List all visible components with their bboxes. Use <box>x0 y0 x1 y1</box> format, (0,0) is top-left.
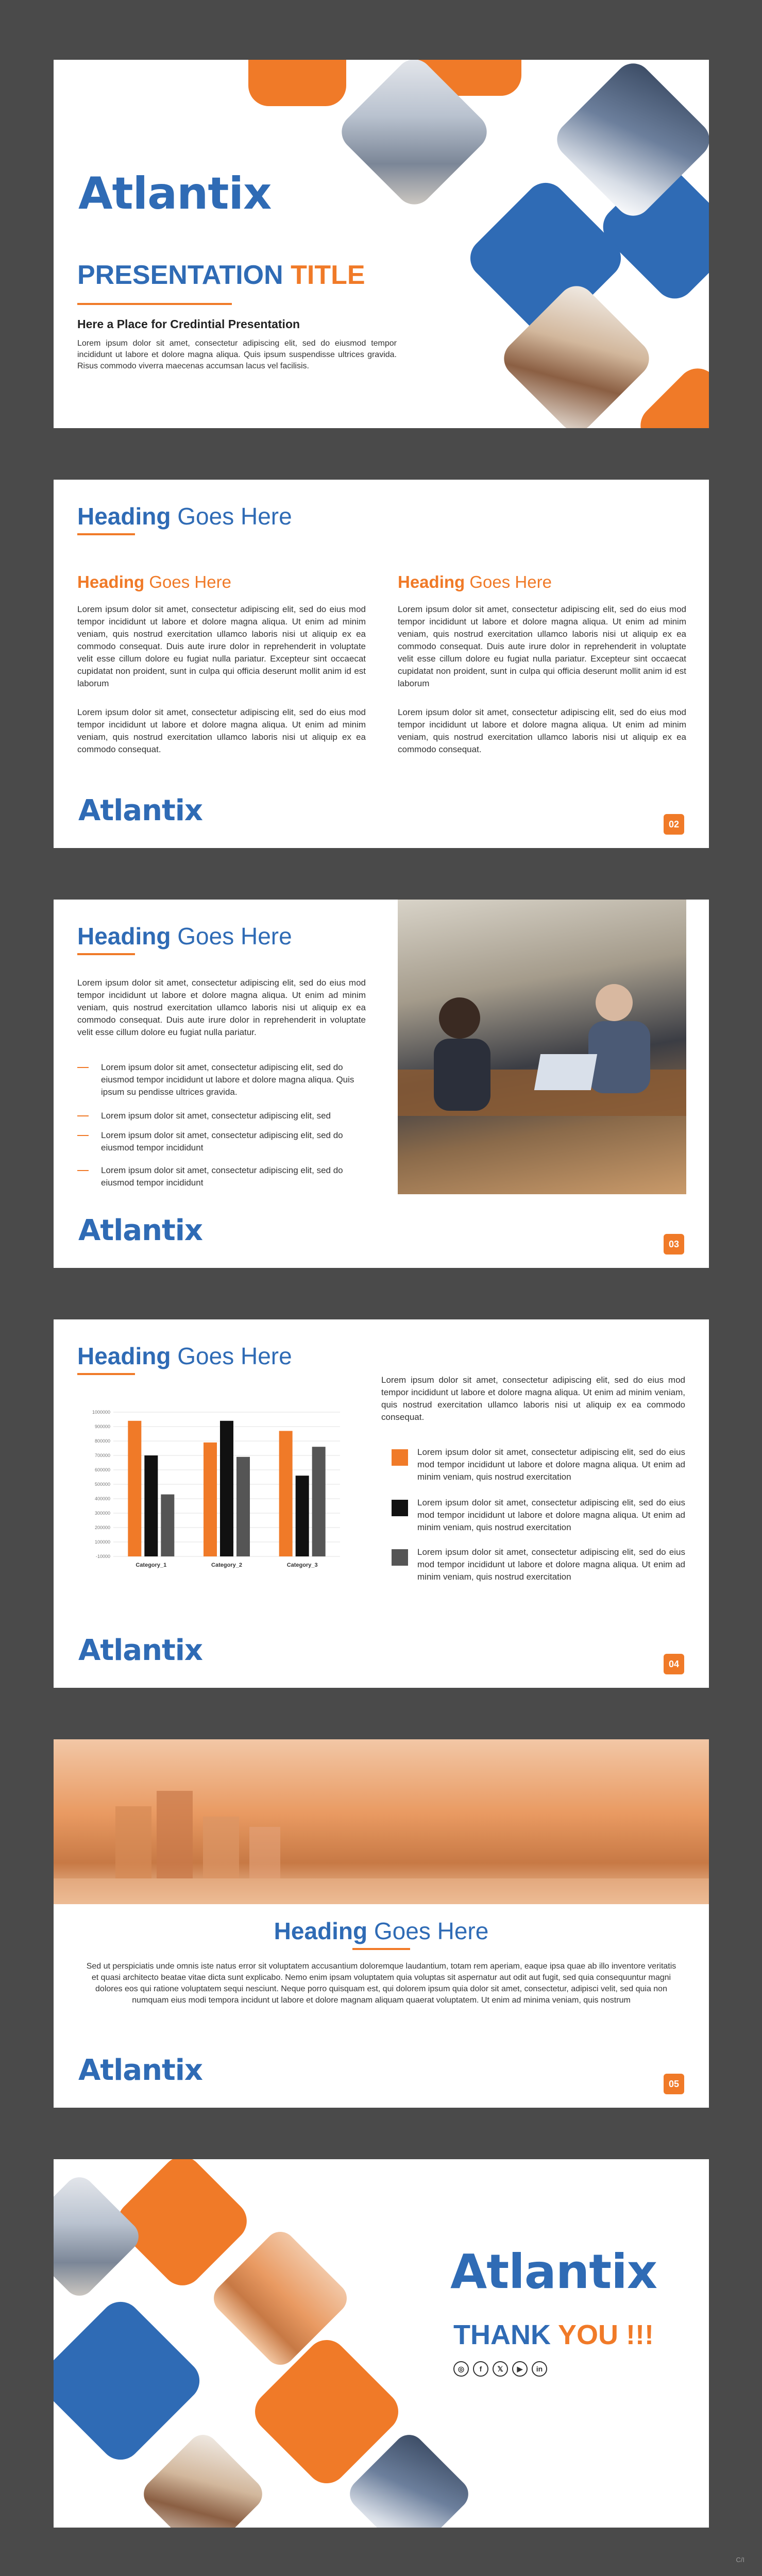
title-underline <box>77 303 232 305</box>
thank-you-text: THANK YOU !!! <box>453 2319 654 2350</box>
heading-underline <box>352 1948 410 1950</box>
slide-heading: Heading Goes Here <box>274 1918 489 1944</box>
x-icon[interactable]: 𝕏 <box>493 2361 508 2377</box>
y-tick-label: 1000000 <box>92 1410 110 1415</box>
logo: Atlantix <box>78 1214 203 1247</box>
bullet-item: Lorem ipsum dolor sit amet, consectetur adipiscing elit, sed do eiusmod tempor incididunt <box>77 1129 366 1154</box>
logo: Atlantix <box>450 2244 657 2299</box>
photo-business-meeting <box>398 900 686 1194</box>
slide-text-photo <box>54 900 709 1268</box>
y-tick-label: 100000 <box>94 1539 110 1545</box>
bar-category_3-series-2 <box>296 1476 309 1556</box>
youtube-icon[interactable]: ▶ <box>512 2361 528 2377</box>
banner-illustration <box>54 1739 709 1904</box>
bar-category_3-series-1 <box>279 1431 293 1556</box>
y-tick-label: 900000 <box>94 1424 110 1429</box>
decor-tile-blue <box>54 2293 208 2468</box>
slide-title <box>54 60 709 428</box>
bar-category_2-series-1 <box>204 1443 217 1556</box>
body-text: Sed ut perspiciatis unde omnis iste natus error sit voluptatem accusantium doloremque laudantium, totam rem aperiam, eaque ipsa quae ab illo inventore veritatis et quasi architecto beatae vitae dicta sunt explicabo. Nemo enim ipsam voluptatem quia voluptas sit aspernatur aut odit aut fugit, sed quia consequuntur magni dolores eos qui ratione voluptatem sequi nesciunt. Neque porro quisquam est, qui dolorem ipsum quia dolor sit amet, consectetur, adipisci velit, sed quia non numquam eius modi tempora incidunt ut labore et dolore magnam aliquam quaerat voluptatem. Ut enim ad minima veniam, quis nostrum <box>86 1962 676 2005</box>
y-tick-label: 700000 <box>94 1453 110 1458</box>
heading-underline <box>77 1373 135 1375</box>
bullet-item: Lorem ipsum dolor sit amet, consectetur adipiscing elit, sed do eiusmod tempor incididunt ut labore et dolore magna aliqua. Quis ipsum su pendisse ultrices gravida. <box>77 1061 366 1098</box>
legend-text: Lorem ipsum dolor sit amet, consectetur adipiscing elit, sed do eius mod tempor incididunt ut labore et dolore magna aliqua. Ut enim ad minim veniam, quis nostrud exercitation <box>417 1547 685 1582</box>
column-text: Lorem ipsum dolor sit amet, consectetur adipiscing elit, sed do eius mod tempor incididunt ut labore et dolore magna aliqua. Ut enim ad minim veniam, quis nostrud exercitation ullamco laboris nisi ut aliquip ex ea commodo consequat. <box>77 707 366 754</box>
logo: Atlantix <box>78 168 272 219</box>
linkedin-icon[interactable]: in <box>532 2361 547 2377</box>
column-text: Lorem ipsum dolor sit amet, consectetur adipiscing elit, sed do eius mod tempor incididunt ut labore et dolore magna aliqua. Ut enim ad minim veniam, quis nostrud exercitation ullamco laboris nisi ut aliquip ex ea commodo consequat. Duis aute irure dolor in reprehenderit in voluptate velit esse cillum dolore eu fugiat nulla pariatur. Excepteur sint occaecat cupidatat non proident, sunt in culpa qui officia deserunt mollit anim id est laborum <box>398 604 686 688</box>
bar-category_1-series-1 <box>128 1421 141 1556</box>
slide-banner <box>54 1739 709 2108</box>
tagline: Here a Place for Credintial Presentation <box>77 317 300 331</box>
presentation-title: PRESENTATION TITLE <box>77 260 365 290</box>
y-tick-label: 500000 <box>94 1482 110 1487</box>
intro-text: Lorem ipsum dolor sit amet, consectetur adipiscing elit, sed do eius mod tempor incididunt ut labore et dolore magna aliqua. Ut enim ad minim veniam, quis nostrud exercitation ullamco laboris nisi ut aliquip ex ea commodo consequat. <box>381 1375 685 1422</box>
y-tick-label: 800000 <box>94 1438 110 1444</box>
x-tick-label: Category_3 <box>286 1562 318 1568</box>
photo-piggy-bank <box>138 2429 269 2528</box>
logo: Atlantix <box>78 794 203 827</box>
slide-heading: Heading Goes Here <box>77 503 292 530</box>
bar-category_2-series-3 <box>236 1457 250 1556</box>
facebook-icon[interactable]: f <box>473 2361 488 2377</box>
intro-text: Lorem ipsum dolor sit amet, consectetur adipiscing elit, sed do eius mod tempor incididunt ut labore et dolore magna aliqua. Ut enim ad minim veniam, quis nostrud exercitation ullamco laboris nisi ut aliquip ex ea commodo consequat. Duis aute irure dolor in reprehenderit in voluptate velit esse cillum dolore eu fugiat nulla pariatur. <box>77 978 366 1037</box>
page-number: 05 <box>664 2074 684 2094</box>
bar-category_3-series-3 <box>312 1447 326 1556</box>
page-number: 04 <box>664 1654 684 1674</box>
instagram-icon[interactable]: ◎ <box>453 2361 469 2377</box>
photo-coins-banner <box>54 1739 709 1904</box>
logo: Atlantix <box>78 2054 203 2087</box>
logo: Atlantix <box>78 1634 203 1667</box>
bullet-item: Lorem ipsum dolor sit amet, consectetur adipiscing elit, sed do eiusmod tempor incididunt <box>77 1164 366 1189</box>
bar-category_1-series-3 <box>161 1495 174 1556</box>
y-tick-label: 300000 <box>94 1511 110 1516</box>
x-tick-label: Category_1 <box>136 1562 167 1568</box>
y-tick-label: 400000 <box>94 1496 110 1501</box>
legend-text: Lorem ipsum dolor sit amet, consectetur adipiscing elit, sed do eius mod tempor incididunt ut labore et dolore magna aliqua. Ut enim ad minim veniam, quis nostrud exercitation <box>417 1447 685 1482</box>
y-tick-label: -10000 <box>95 1554 110 1559</box>
heading-underline <box>77 953 135 955</box>
footer-credit: C/I <box>736 2556 744 2564</box>
photo-calculator <box>54 2171 145 2302</box>
slide-chart <box>54 1319 709 1688</box>
slide-heading: Heading Goes Here <box>77 923 292 950</box>
column-text: Lorem ipsum dolor sit amet, consectetur adipiscing elit, sed do eius mod tempor incididunt ut labore et dolore magna aliqua. Ut enim ad minim veniam, quis nostrud exercitation ullamco laboris nisi ut aliquip ex ea commodo consequat. <box>398 707 686 754</box>
page-number: 02 <box>664 814 684 835</box>
legend-swatch <box>392 1500 408 1516</box>
bar-category_1-series-2 <box>144 1455 158 1556</box>
bar-category_2-series-2 <box>220 1421 233 1556</box>
slide-heading: Heading Goes Here <box>77 1343 292 1369</box>
legend-swatch <box>392 1549 408 1566</box>
heading-underline <box>77 533 135 535</box>
page-number: 03 <box>664 1234 684 1255</box>
slide-two-columns <box>54 480 709 848</box>
column-subheading: Heading Goes Here <box>398 572 552 591</box>
legend-text: Lorem ipsum dolor sit amet, consectetur adipiscing elit, sed do eius mod tempor incididunt ut labore et dolore magna aliqua. Ut enim ad minim veniam, quis nostrud exercitation <box>417 1498 685 1532</box>
y-tick-label: 200000 <box>94 1525 110 1530</box>
y-tick-label: 600000 <box>94 1467 110 1472</box>
intro-text: Lorem ipsum dolor sit amet, consectetur adipiscing elit, sed do eiusmod tempor incididunt ut labore et dolore magna aliqua. Quis ipsum suspendisse ultrices gravida. Risus commodo viverra maecenas accumsan lacus vel facilisis. <box>77 339 397 370</box>
bar-chart <box>77 1407 345 1572</box>
column-subheading: Heading Goes Here <box>77 572 231 591</box>
legend-swatch <box>392 1449 408 1466</box>
decor-tile-orange <box>248 60 346 106</box>
column-text: Lorem ipsum dolor sit amet, consectetur adipiscing elit, sed do eius mod tempor incididunt ut labore et dolore magna aliqua. Ut enim ad minim veniam, quis nostrud exercitation ullamco laboris nisi ut aliquip ex ea commodo consequat. Duis aute irure dolor in reprehenderit in voluptate velit esse cillum dolore eu fugiat nulla pariatur. Excepteur sint occaecat cupidatat non proident, sunt in culpa qui officia deserunt mollit anim id est laborum <box>77 604 366 688</box>
photo-illustration <box>398 900 686 1194</box>
x-tick-label: Category_2 <box>211 1562 242 1568</box>
slide-thank-you <box>54 2159 709 2528</box>
social-icons <box>453 2361 547 2377</box>
bullet-item: Lorem ipsum dolor sit amet, consectetur adipiscing elit, sed <box>77 1110 366 1122</box>
